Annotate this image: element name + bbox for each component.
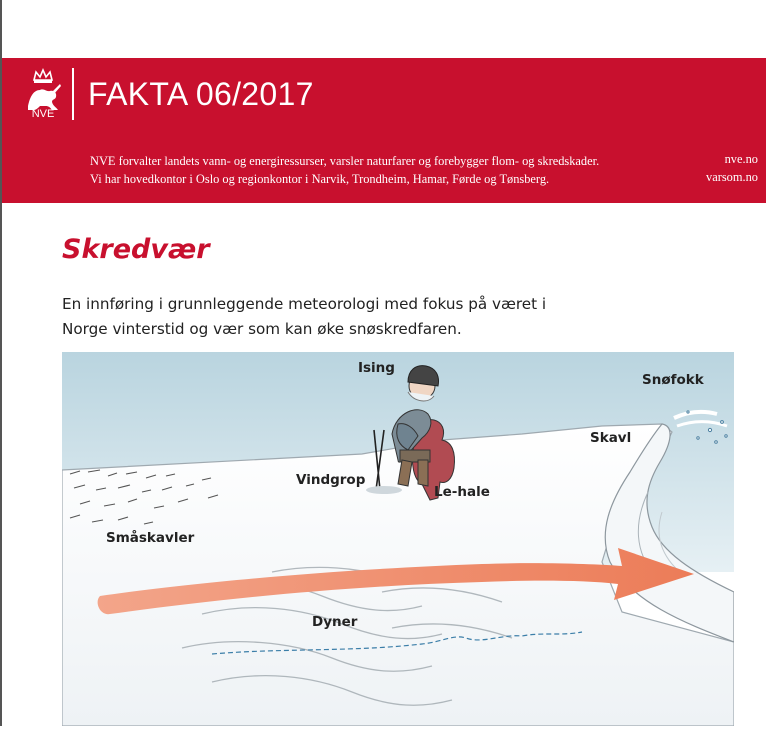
fact-sheet-title: FAKTA 06/2017	[88, 76, 314, 112]
label-ising: Ising	[358, 360, 395, 376]
intro-line-2: Norge vinterstid og vær som kan øke snøskredfaren.	[62, 320, 462, 338]
label-snofokk: Snøfokk	[642, 372, 704, 388]
nve-link[interactable]: nve.no	[724, 152, 758, 166]
article-intro	[62, 292, 546, 342]
mission-line-2: Vi har hovedkontor i Oslo og regionkontor i Narvik, Trondheim, Hamar, Førde og Tønsberg.	[90, 172, 550, 186]
intro-line-1: En innføring i grunnleggende meteorologi med fokus på været i	[62, 295, 547, 313]
mission-line-1: NVE forvalter landets vann- og energiressurser, varsler naturfarer og forebygger flom- og skredskader.	[90, 154, 600, 168]
organisation-description	[90, 152, 599, 188]
label-vindgrop: Vindgrop	[296, 472, 366, 488]
label-skavl: Skavl	[590, 430, 632, 446]
label-dyner: Dyner	[312, 614, 358, 630]
header-banner	[2, 58, 766, 203]
label-smaskavler: Småskavler	[106, 530, 195, 546]
banner-divider	[72, 68, 74, 120]
nve-logo-text: NVE	[31, 108, 55, 120]
label-le-hale: Le-hale	[434, 484, 490, 500]
article-title: Skredvær	[62, 234, 210, 265]
varsom-link[interactable]: varsom.no	[706, 170, 758, 184]
snow-weather-illustration	[62, 352, 734, 726]
